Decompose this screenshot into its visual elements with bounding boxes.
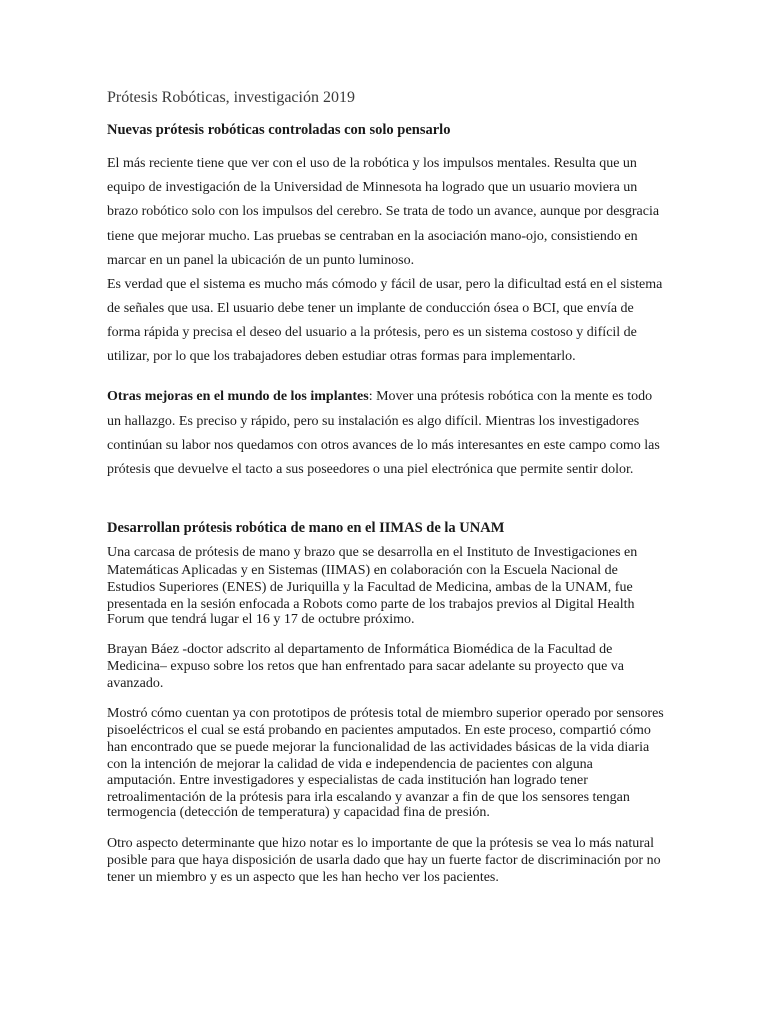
paragraph-line: pisoeléctricos el cual se está probando en pacientes amputados. En este proceso, compartió cómo bbox=[107, 723, 651, 738]
paragraph-line: con la intención de mejorar la calidad de vida e independencia de pacientes con alguna bbox=[107, 757, 593, 772]
paragraph-line: tener un miembro y es un aspecto que les han hecho ver los pacientes. bbox=[107, 870, 499, 885]
inline-bold-heading: Otras mejoras en el mundo de los implantes bbox=[107, 389, 369, 404]
paragraph-line: presentada en la sesión enfocada a Robots como parte de los trabajos previos al Digital Health bbox=[107, 597, 635, 612]
paragraph-line: tiene que mejorar mucho. Las pruebas se centraban en la asociación mano-ojo, consistiendo en bbox=[107, 229, 638, 244]
paragraph-line: Estudios Superiores (ENES) de Juriquilla y la Facultad de Medicina, ambas de la UNAM, fue bbox=[107, 580, 633, 595]
paragraph-line: Medicina– expuso sobre los retos que han enfrentado para sacar adelante su proyecto que va bbox=[107, 659, 625, 674]
paragraph-line: forma rápida y precisa el deseo del usuario a la prótesis, pero es un sistema costoso y difícil de bbox=[107, 325, 637, 340]
paragraph-line: de señales que usa. El usuario debe tener un implante de conducción ósea o BCI, que envía de bbox=[107, 301, 634, 316]
paragraph-line: posible para que haya disposición de usarla dado que hay un fuerte factor de discriminación por no bbox=[107, 853, 661, 868]
paragraph-line: El más reciente tiene que ver con el uso de la robótica y los impulsos mentales. Resulta que un bbox=[107, 156, 637, 171]
paragraph-line: brazo robótico solo con los impulsos del cerebro. Se trata de todo un avance, aunque por desgracia bbox=[107, 204, 660, 219]
paragraph-line: han encontrado que se puede mejorar la funcionalidad de las actividades básicas de la vida diaria bbox=[107, 740, 650, 755]
inline-text: : Mover una prótesis robótica con la mente es todo bbox=[368, 389, 653, 404]
section-heading-iimas-unam: Desarrollan prótesis robótica de mano en el IIMAS de la UNAM bbox=[107, 520, 505, 536]
paragraph-line: Forum que tendrá lugar el 16 y 17 de octubre próximo. bbox=[107, 612, 415, 627]
paragraph-line: Brayan Báez -doctor adscrito al departamento de Informática Biomédica de la Facultad de bbox=[107, 642, 613, 657]
paragraph-line bbox=[107, 389, 652, 405]
paragraph-line: prótesis que devuelve el tacto a sus poseedores o una piel electrónica que permite sentir dolor. bbox=[107, 462, 634, 477]
paragraph-line: continúan su labor nos quedamos con otros avances de lo más interesantes en este campo como las bbox=[107, 438, 660, 453]
paragraph-line: Es verdad que el sistema es mucho más cómodo y fácil de usar, pero la dificultad está en el sistema bbox=[107, 277, 663, 292]
section-heading-nuevas-protesis: Nuevas prótesis robóticas controladas con solo pensarlo bbox=[107, 122, 451, 138]
paragraph-line: Mostró cómo cuentan ya con prototipos de prótesis total de miembro superior operado por sensores bbox=[107, 706, 664, 721]
paragraph-line: equipo de investigación de la Universidad de Minnesota ha logrado que un usuario moviera un bbox=[107, 180, 638, 195]
paragraph-line: amputación. Entre investigadores y especialistas de cada institución han logrado tener bbox=[107, 773, 588, 788]
paragraph-line: Una carcasa de prótesis de mano y brazo que se desarrolla en el Instituto de Investigaciones en bbox=[107, 545, 638, 560]
paragraph-line: termogencia (detección de temperatura) y capacidad fina de presión. bbox=[107, 805, 490, 820]
paragraph-line: avanzado. bbox=[107, 676, 164, 691]
paragraph-line: utilizar, por lo que los trabajadores deben estudiar otras formas para implementarlo. bbox=[107, 349, 576, 364]
paragraph-line: un hallazgo. Es preciso y rápido, pero su instalación es algo difícil. Mientras los investigadores bbox=[107, 414, 640, 429]
paragraph-line: Matemáticas Aplicadas y en Sistemas (IIMAS) en colaboración con la Escuela Nacional de bbox=[107, 563, 618, 578]
paragraph-line: retroalimentación de la prótesis para irla escalando y avanzar a fin de que los sensores tengan bbox=[107, 790, 630, 805]
document-title: Prótesis Robóticas, investigación 2019 bbox=[107, 89, 355, 106]
paragraph-line: marcar en un panel la ubicación de un punto luminoso. bbox=[107, 253, 415, 268]
paragraph-line: Otro aspecto determinante que hizo notar es lo importante de que la prótesis se vea lo más natural bbox=[107, 836, 654, 851]
